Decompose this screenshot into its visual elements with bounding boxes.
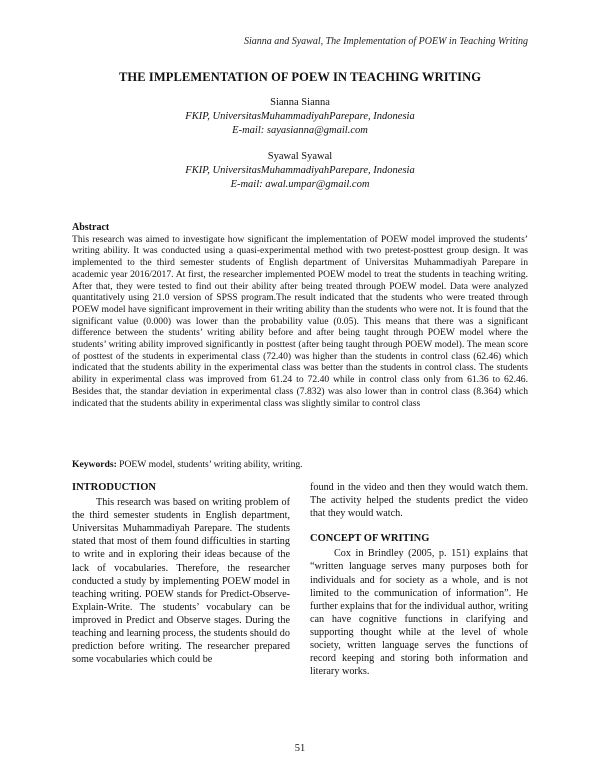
- keywords-text: POEW model, students’ writing ability, writing.: [116, 459, 303, 470]
- author-list: [0, 96, 600, 204]
- section-heading-concept-of-writing: CONCEPT OF WRITING: [310, 533, 430, 545]
- author-2: [0, 150, 600, 192]
- author-name: Sianna Sianna: [270, 97, 330, 108]
- author-name: Syawal Syawal: [267, 151, 333, 162]
- introduction-paragraph-continued: found in the video and then they would watch them. The activity helped the students predict the video that they would watch.: [310, 482, 528, 520]
- section-heading-introduction: INTRODUCTION: [72, 482, 157, 493]
- author-affiliation: FKIP, UniversitasMuhammadiyahParepare, Indonesia: [185, 111, 415, 122]
- right-column: [310, 481, 528, 678]
- author-email: E-mail: sayasianna@gmail.com: [232, 125, 368, 136]
- keywords-label: Keywords:: [72, 459, 117, 470]
- page-number: 51: [294, 743, 306, 754]
- keywords: [72, 459, 528, 470]
- running-header: Sianna and Syawal, The Implementation of POEW in Teaching Writing: [243, 36, 528, 47]
- abstract: [72, 222, 528, 409]
- abstract-heading: Abstract: [72, 222, 110, 233]
- author-email: E-mail: awal.umpar@gmail.com: [230, 179, 370, 190]
- concept-paragraph: Cox in Brindley (2005, p. 151) explains that “written language serves many purposes both for individuals and for society as a whole, and is not limited to the communication of information”. He further explains that for the individual author, writing can have cognitive functions in clarifying and supporting thought while at the level of whole society, written language serves the functions of record keeping and storing both information and literary works.: [310, 548, 529, 678]
- introduction-paragraph: This research was based on writing problem of the third semester students in English department, Universitas Muhammadiyah Parepare. The students stated that most of them found difficulties in starting to write and in exploring their ideas because of the lack of vocabularies. Therefore, the researcher conducted a study by implementing POEW model in teaching writing. POEW stands for Predict-Observe-Explain-Write. The students’ vocabulary can be improved in Predict and Observe stages. During the teaching and learning process, the students should do prediction before writing. The researcher prepared some vocabularies which could be: [72, 497, 290, 666]
- paper-title: THE IMPLEMENTATION OF POEW IN TEACHING WRITING: [118, 70, 482, 84]
- abstract-text: This research was aimed to investigate how significant the implementation of POEW model improved the students’ writing ability. It was conducted using a quasi-experimental method with two pretest-posttest group design. It was implemented to the third semester students of English department of Universitas Muhammadiyah Parepare in academic year 2016/2017. At first, the researcher implemented POEW model to treat the students in teaching writing. After that, they were tested to find out their ability after being treated through POEW model. Data were analyzed quantitatively using 21.0 version of SPSS program.The result indicated that the students who were treated through POEW model have significant improvement in their writing ability than the students who were not. It is found that the significant value (0.000) was lower than the probability value (0.05). This means that there was a significant difference between the students’ writing ability before and after being taught through POEW model where the students’ writing ability improved significantly in posttest (after being taught through POEW model). The mean score of posttest of the students in experimental class (72.40) was higher than the students in control class (62.46) which indicated that the students ability in the experimental class was better than the students in control class. The students ability in experimental class was improved from 61.24 to 72.40 while in control class only from 61.36 to 62.46. Besides that, the standar deviation in experimental class (7.832) was also lower than in control class (8.364) which indicated that the students ability in experimental class was slightly similar to control class: [72, 233, 528, 409]
- author-1: [0, 96, 600, 138]
- left-column: [72, 481, 290, 666]
- author-affiliation: FKIP, UniversitasMuhammadiyahParepare, Indonesia: [185, 165, 415, 176]
